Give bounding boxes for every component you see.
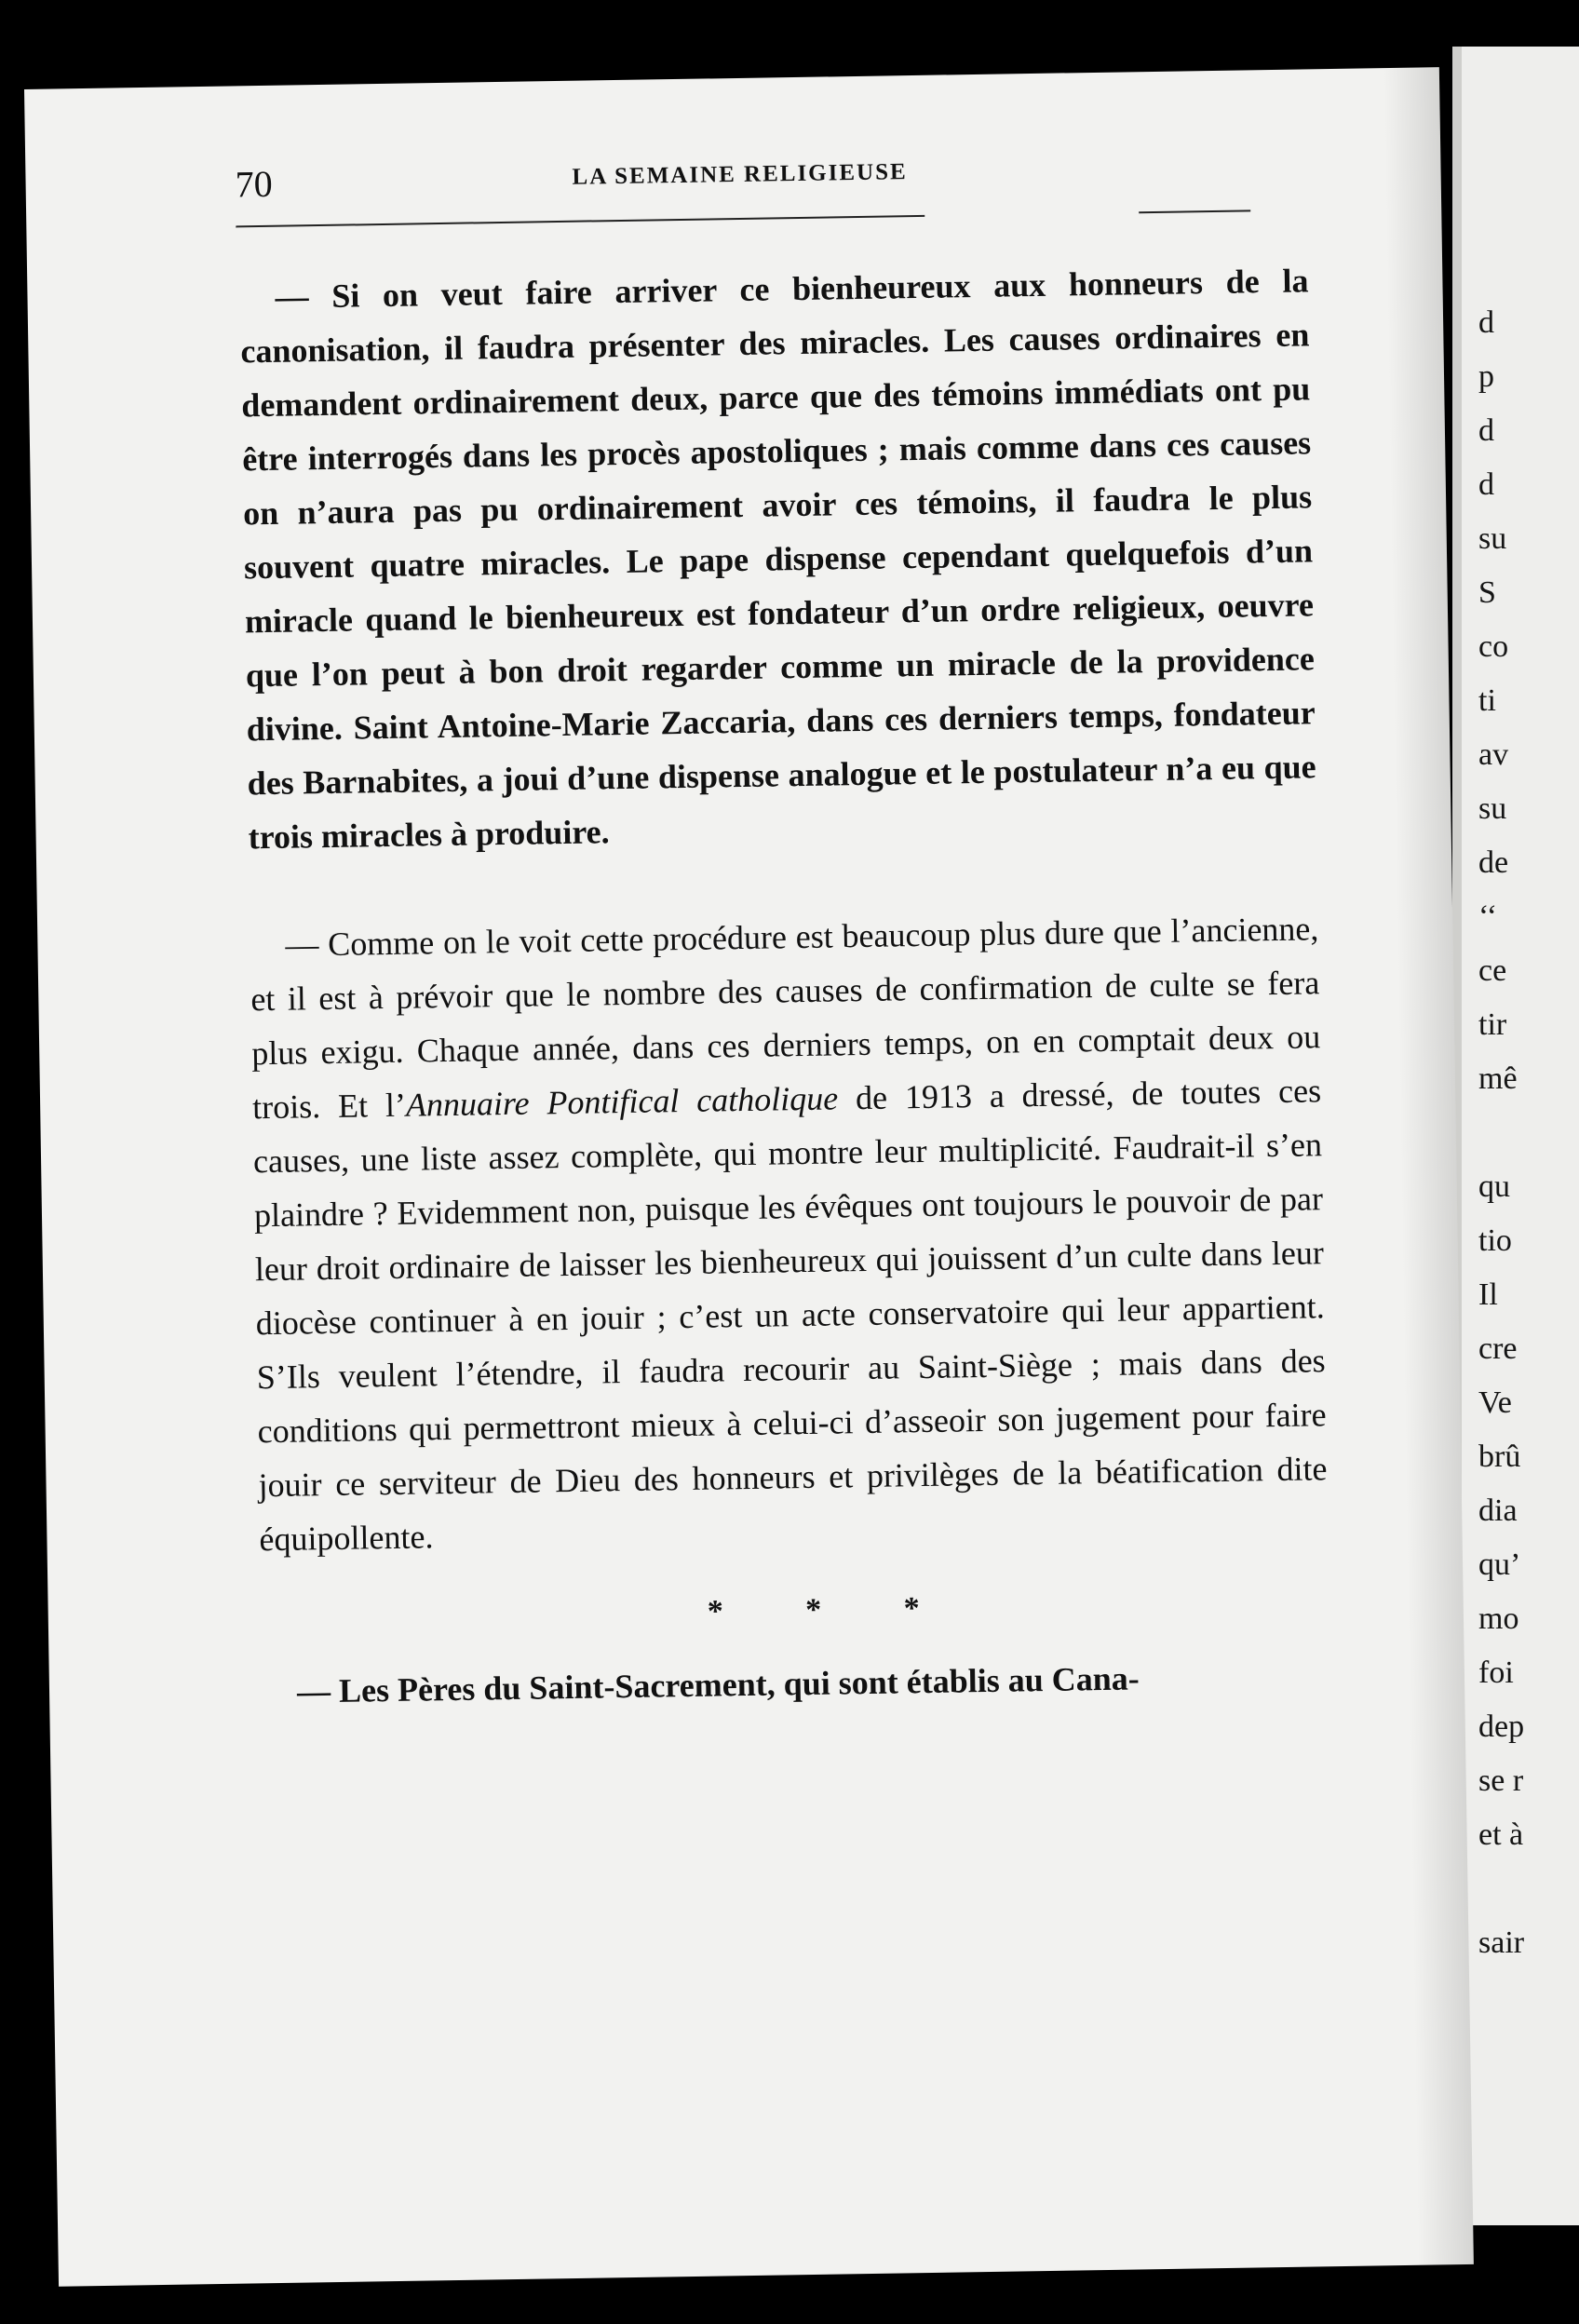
header-rule-short bbox=[1139, 209, 1250, 213]
paragraph-procedure-text-b: de 1913 a dressé, de toutes ces causes, une liste assez complète, qui montre leur multiplicité. Faudrait-il s’en plaindre ? Evidemment non, puisque les évêques ont toujours le pouvoir de par leur droit ordinaire de laisser les bienheureux qui jouissent d’un culte dans leur diocèse continuer à en jouir ; c’est un acte conservatoire qui leur appartient. S’Ils veulent l’étendre, il faudra recourir au Saint-Siège ; mais dans des conditions qui permettront mieux à celui-ci d’asseoir son jugement pour faire jouir ce serviteur de Dieu des honneurs et privilèges de la béatification dite équipollente. bbox=[252, 1072, 1328, 1559]
facing-page-fragment: ti bbox=[1478, 683, 1496, 718]
facing-page-fragment: et à bbox=[1478, 1817, 1524, 1852]
paragraph-canonisation: — Si on veut faire arriver ce bienheureux aux honneurs de la canonisation, il faudra présenter des miracles. Les causes ordinaires en demandent ordinairement deux, parce que des témoins immédiats ont pu être interrogés dans les procès apostoliques ; mais comme dans ces causes on n’aura pas pu ordinairement avoir ces témoins, il faudra le plus souvent quatre miracles. Le pape dispense cependant quelquefois d’un miracle quand le bienheureux est fondateur d’un ordre religieux, oeuvre que l’on peut à bon droit regarder comme un miracle de la providence divine. Saint Antoine-Marie Zaccaria, dans ces derniers temps, fondateur des Barnabites, a joui d’une dispense analogue et le postulateur n’a eu que trois miracles à produire. bbox=[240, 262, 1316, 857]
annuaire-title: Annuaire Pontifical catholique bbox=[405, 1079, 839, 1124]
facing-page-fragment: co bbox=[1478, 629, 1509, 664]
facing-page-fragment: dep bbox=[1478, 1709, 1525, 1744]
book-page bbox=[24, 67, 1474, 2287]
running-title: LA SEMAINE RELIGIEUSE bbox=[572, 159, 908, 190]
facing-page-fragment: Il bbox=[1478, 1277, 1498, 1312]
section-ornament: * * * bbox=[707, 1590, 958, 1629]
facing-page-fragment: tir bbox=[1478, 1007, 1507, 1042]
page-header bbox=[235, 145, 1306, 209]
facing-page-fragment: qu bbox=[1478, 1169, 1510, 1204]
paragraph-procedure-text-a: — Comme on le voit cette procédure est beaucoup plus dure que l’ancienne, et il est à prévoir que le nombre des causes de confirmation de culte se fera plus exigu. Chaque année, dans ces derniers temps, on en comptait deux ou trois. Et l’ bbox=[250, 910, 1321, 1127]
facing-page-fragment: su bbox=[1478, 521, 1507, 556]
facing-page-fragment: av bbox=[1478, 737, 1509, 772]
facing-page-fragment: sair bbox=[1478, 1925, 1525, 1960]
facing-page-fragment: qu’ bbox=[1478, 1547, 1521, 1582]
facing-page-fragment: tio bbox=[1478, 1223, 1512, 1258]
header-rule bbox=[236, 215, 924, 228]
facing-page-fragment: d bbox=[1478, 413, 1494, 448]
facing-page-fragment: Ve bbox=[1478, 1385, 1512, 1420]
facing-page-edge bbox=[1452, 47, 1579, 2225]
facing-page-fragment: d bbox=[1478, 467, 1494, 502]
facing-page-fragment: mo bbox=[1478, 1601, 1519, 1636]
facing-page-fragment: su bbox=[1478, 791, 1507, 826]
facing-page-fragment: cre bbox=[1478, 1331, 1518, 1366]
facing-page-fragment: S bbox=[1478, 575, 1496, 610]
facing-page-fragment: dia bbox=[1478, 1493, 1518, 1528]
facing-page-fragment: se r bbox=[1478, 1763, 1524, 1798]
facing-page-fragment: ce bbox=[1478, 953, 1507, 988]
body-text bbox=[239, 253, 1330, 1719]
facing-page-fragment: mê bbox=[1478, 1061, 1518, 1096]
facing-page-fragment: ‘‘ bbox=[1478, 899, 1498, 934]
page-number: 70 bbox=[235, 162, 273, 206]
facing-page-fragment: p bbox=[1478, 359, 1494, 394]
facing-page-fragment: foi bbox=[1478, 1655, 1514, 1690]
facing-page-fragment: de bbox=[1478, 845, 1509, 880]
paragraph-procedure bbox=[250, 901, 1329, 1566]
facing-page-fragment: d bbox=[1478, 305, 1494, 340]
paragraph-peres-saint-sacrement: — Les Pères du Saint-Sacrement, qui sont établis au Cana- bbox=[296, 1659, 1140, 1710]
facing-page-fragment: brû bbox=[1478, 1439, 1521, 1474]
